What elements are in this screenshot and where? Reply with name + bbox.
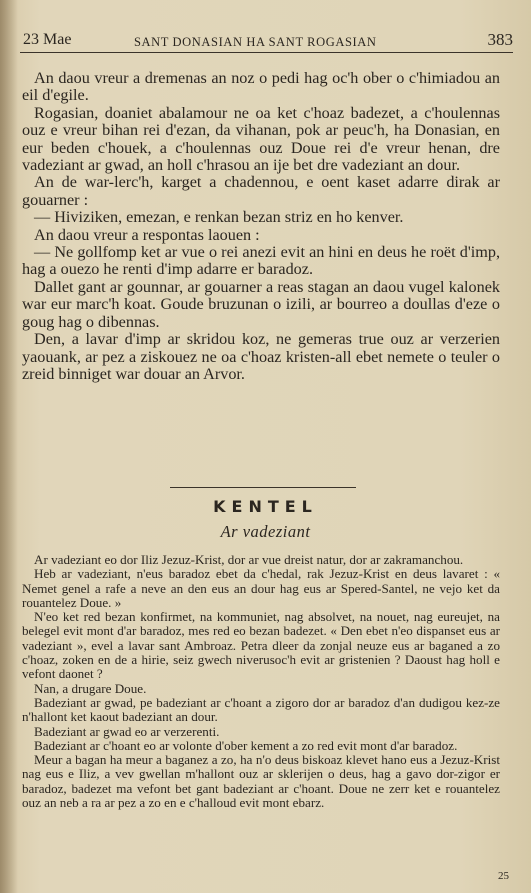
main-text: [22, 70, 500, 383]
signature-number: 25: [498, 870, 509, 882]
paragraph: Dallet gant ar gounnar, ar gouarner a reas stagan an daou vugel kalonek war eur marc'h koat. Goude bruzunan o izili, ar bourreo a doullas d'eze o goug hag o dibennas.: [22, 277, 500, 331]
header-date: 23 Mae: [23, 31, 72, 48]
section-rule: [170, 487, 356, 488]
paragraph: — Hiviziken, emezan, e renkan bezan striz en ho kenver.: [34, 208, 404, 227]
section-heading: KENTEL: [213, 497, 318, 516]
running-title: SANT DONASIAN HA SANT ROGASIAN: [134, 35, 377, 49]
lesson-paragraph: Nan, a drugare Doue.: [34, 680, 147, 696]
paragraph: An daou vreur a dremenas an noz o pedi hag oc'h ober o c'himiadou an eil d'egile.: [22, 69, 500, 105]
lesson-paragraph: Heb ar vadeziant, n'eus baradoz ebet da c'hedal, rak Jezuz-Krist en deus lavaret : « Nemet genel a rafe a neve an den eus an dour hag eus ar Spered-Santel, ne vejo ket da rouantelez Doue. »: [22, 566, 500, 610]
section-subheading: Ar vadeziant: [220, 522, 311, 541]
paragraph: Rogasian, doaniet abalamour ne oa ket c'hoaz badezet, a c'houlennas ouz e vreur bihan rei d'ezan, da vihanan, pok ar peuc'h, ha Donasian, en eur beden c'houek, a c'houlennas ouz Doue rei d'e vreur henan, dre vadeziant ar gwad, an holl c'hrasou an ije bet dre vadeziant an dour.: [22, 103, 500, 175]
running-header: [20, 28, 513, 53]
paragraph: Den, a lavar d'imp ar skridou koz, ne gemeras true ouz ar verzerien yaouank, ar pez a ziskouez ne oa c'hoaz kristen-all ebet nemete o teuler o zreid binniget war douar an Arvor.: [22, 330, 500, 383]
lesson-text: [22, 553, 500, 810]
lesson-paragraph: Badeziant ar c'hoant eo ar volonte d'ober kement a zo red evit mont d'ar baradoz.: [34, 737, 458, 753]
lesson-paragraph: Badeziant ar gwad, pe badeziant ar c'hoant a zigoro dor ar baradoz d'an dudigou kez-ze n'hallont ket kaout badeziant an dour.: [22, 694, 500, 725]
gutter-shadow: [0, 0, 18, 893]
lesson-paragraph: Ar vadeziant eo dor Iliz Jezuz-Krist, dor ar vue dreist natur, dor ar zakramanchou.: [34, 552, 464, 567]
paragraph: — Ne gollfomp ket ar vue o rei anezi evit an hini en deus he roët d'imp, hag a ouezo he renti d'imp adarre er baradoz.: [22, 243, 500, 279]
paragraph: An de war-lerc'h, karget a chadennou, e oent kaset adarre dirak ar gouarner :: [22, 173, 500, 209]
page-number: 383: [487, 30, 513, 49]
lesson-paragraph: N'eo ket red bezan konfirmet, na kommuniet, nag absolvet, na nouet, nag eureujet, na belegel evit mont d'ar baradoz, mes red eo bezan badezet. « Den ebet n'eo dispanset eus ar vadeziant », evel a lavar sant Ambroaz. Petra dleer da zonjal neuze eus ar baganed a zo c'hoaz, zoken en de a hirie, seiz gwech niverusoc'h evit ar gristenien ? Daoust hag holl e vefont daonet ?: [22, 609, 500, 682]
lesson-paragraph: Badeziant ar gwad eo ar verzerenti.: [34, 723, 220, 739]
lesson-paragraph: Meur a bagan ha meur a baganez a zo, ha n'o deus biskoaz klevet hano eus a Jezuz-Krist nag eus e Iliz, a vev gwellan m'hallont ouz ar sklerijen o deus, hag a gavo dor-zigor er baradoz, badezet ma vefont bet gant badeziant ar c'hoant. Doue ne zerr ket e rouantelez ouz an neb a ra ar pez a zo en e c'halloud evit mont ebarz.: [22, 752, 500, 811]
paragraph: An daou vreur a respontas laouen :: [34, 225, 260, 244]
